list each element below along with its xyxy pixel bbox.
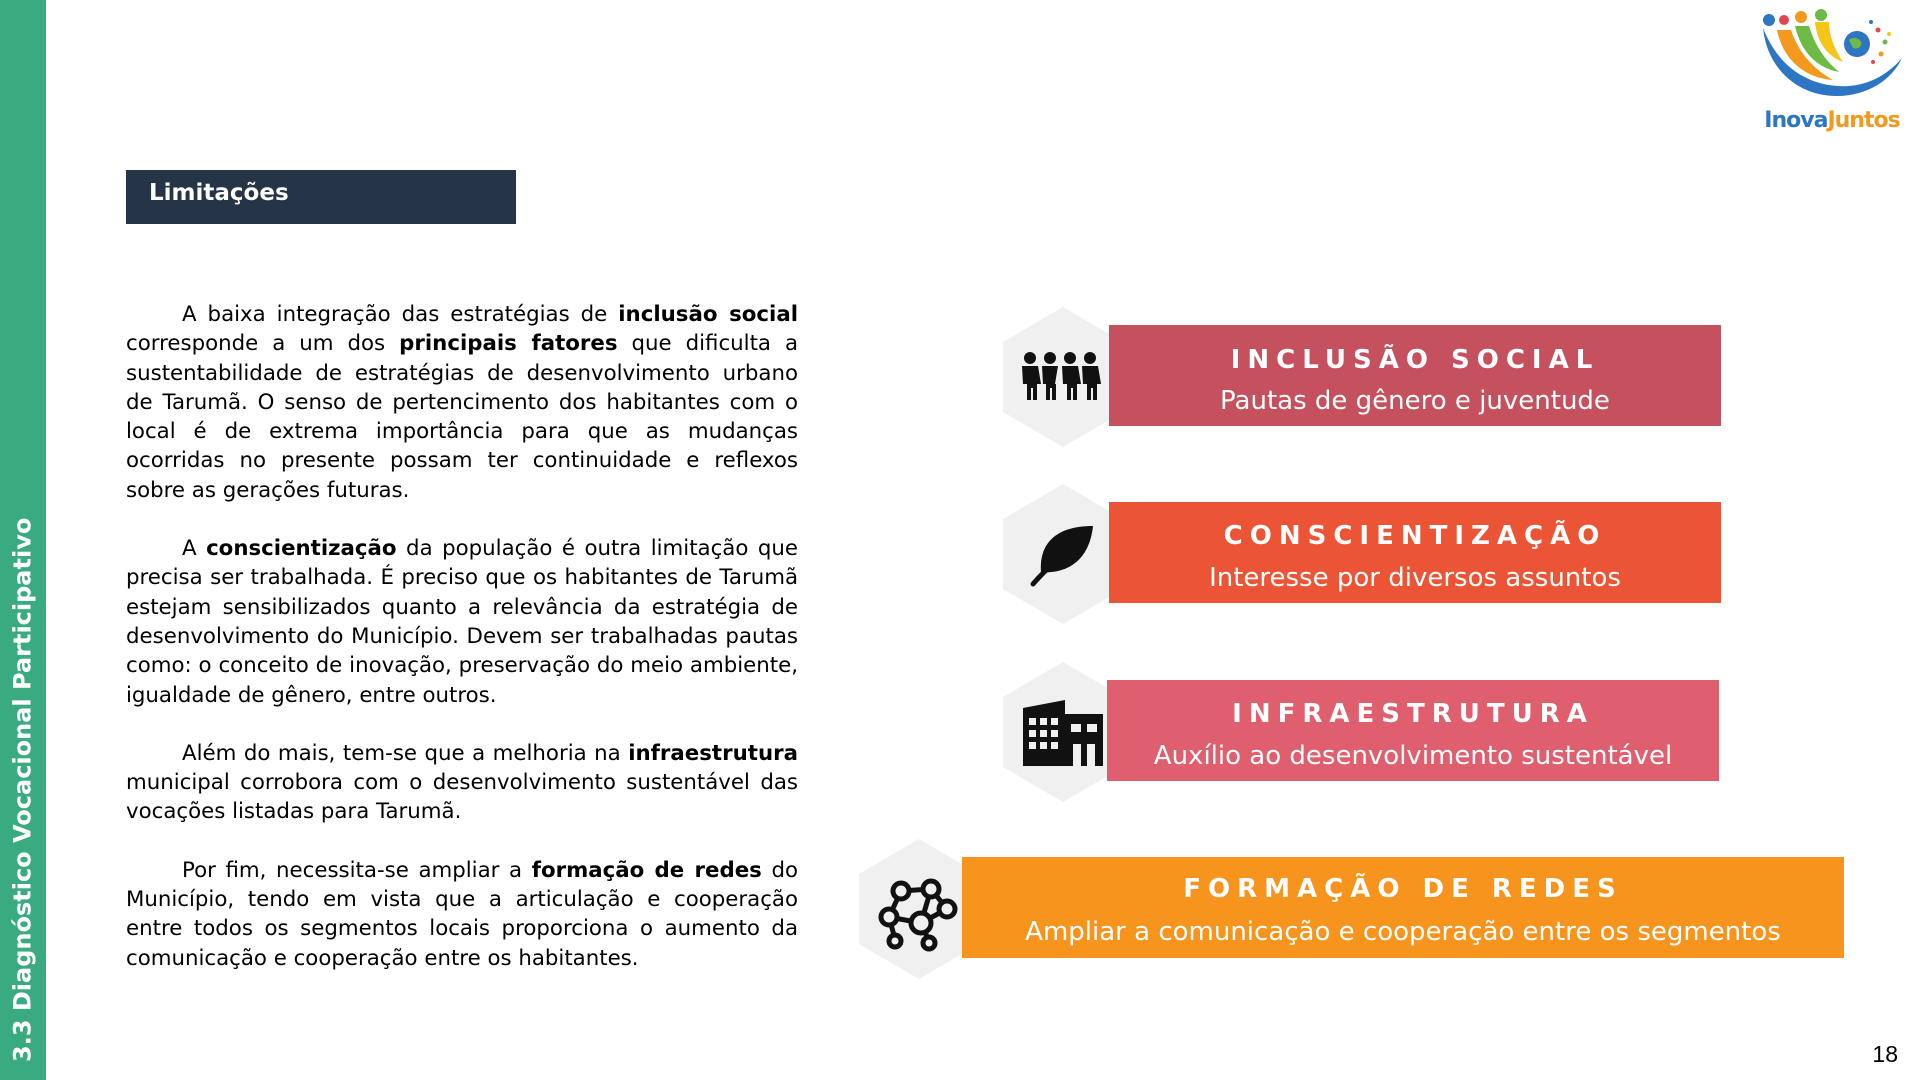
paragraph-text: do Município, tendo em vista que a articulação e cooperação entre todos os segmentos locais proporciona o aumento da comunicação e cooperação entre os habitantes. bbox=[126, 857, 798, 971]
hexagon-badge-conscientizacao bbox=[1003, 484, 1123, 624]
paragraph-highlight: principais fatores bbox=[399, 331, 618, 357]
body-paragraph bbox=[126, 300, 798, 505]
hexagon-badge-inclusao bbox=[1003, 307, 1123, 447]
paragraph-highlight: infraestrutura bbox=[628, 740, 798, 766]
card-title: INFRAESTRUTURA bbox=[1232, 699, 1594, 729]
card-title: CONSCIENTIZAÇÃO bbox=[1223, 521, 1607, 551]
paragraph-text: da população é outra limitação que precisa ser trabalhada. É preciso que os habitantes de Tarumã estejam sensibilizados quanto a relevância da estratégia de desenvolvimento do Município. Devem ser trabalhadas pautas como: o conceito de inovação, preservação do meio ambiente, igualdade de gênero, entre outros. bbox=[126, 536, 798, 708]
card-title: FORMAÇÃO DE REDES bbox=[1183, 874, 1623, 904]
logo-wordmark bbox=[1757, 108, 1907, 133]
body-paragraph bbox=[126, 739, 798, 827]
hexagon-badge-infraestrutura bbox=[1003, 662, 1123, 802]
body-text bbox=[126, 300, 798, 1002]
body-paragraph bbox=[126, 534, 798, 710]
card-title: INCLUSÃO SOCIAL bbox=[1230, 345, 1600, 375]
paragraph-text: que dificulta a sustentabilidade de estratégias de desenvolvimento urbano de Tarumã. O senso de pertencimento dos habitantes com o local é de extrema importância para que as mudanças ocorridas no presente possam ter continuidade e reflexos sobre as gerações futuras. bbox=[126, 331, 798, 503]
paragraph-highlight: inclusão social bbox=[618, 302, 799, 327]
page-number: 18 bbox=[1872, 1041, 1898, 1067]
paragraph-text: Além do mais, tem-se que a melhoria na bbox=[182, 740, 629, 766]
card-subtitle: Interesse por diversos assuntos bbox=[1209, 563, 1621, 593]
paragraph-highlight: formação de redes bbox=[531, 857, 762, 883]
section-title: Limitações bbox=[149, 180, 289, 206]
hexagon-badge-formacao-redes bbox=[859, 839, 979, 979]
card-subtitle: Pautas de gênero e juventude bbox=[1220, 386, 1610, 416]
inovajuntos-logo bbox=[1757, 8, 1907, 136]
logo-wordmark-part2: Juntos bbox=[1827, 108, 1900, 133]
card-subtitle: Auxílio ao desenvolvimento sustentável bbox=[1153, 741, 1673, 771]
card-formacao-redes bbox=[962, 857, 1844, 958]
logo-graphic bbox=[1757, 8, 1907, 108]
paragraph-text: Por fim, necessita-se ampliar a bbox=[182, 857, 532, 883]
paragraph-text: A bbox=[182, 536, 207, 562]
paragraph-text: corresponde a um dos bbox=[126, 331, 400, 357]
paragraph-highlight: conscientização bbox=[206, 536, 397, 562]
sidebar-title-wrapper bbox=[8, 517, 37, 1062]
card-conscientizacao bbox=[1109, 502, 1721, 603]
sidebar-title: 3.3 Diagnóstico Vocacional Participativo bbox=[8, 517, 37, 1062]
paragraph-text: A baixa integração das estratégias de bbox=[182, 302, 619, 327]
card-infraestrutura bbox=[1107, 680, 1719, 781]
paragraph-text: municipal corrobora com o desenvolvimento sustentável das vocações listadas para Tarumã. bbox=[126, 770, 798, 825]
card-inclusao-social bbox=[1109, 325, 1721, 426]
logo-wordmark-part1: Inova bbox=[1764, 108, 1828, 133]
section-header bbox=[126, 170, 516, 224]
card-subtitle: Ampliar a comunicação e cooperação entre os segmentos bbox=[1025, 917, 1781, 947]
body-paragraph bbox=[126, 856, 798, 973]
